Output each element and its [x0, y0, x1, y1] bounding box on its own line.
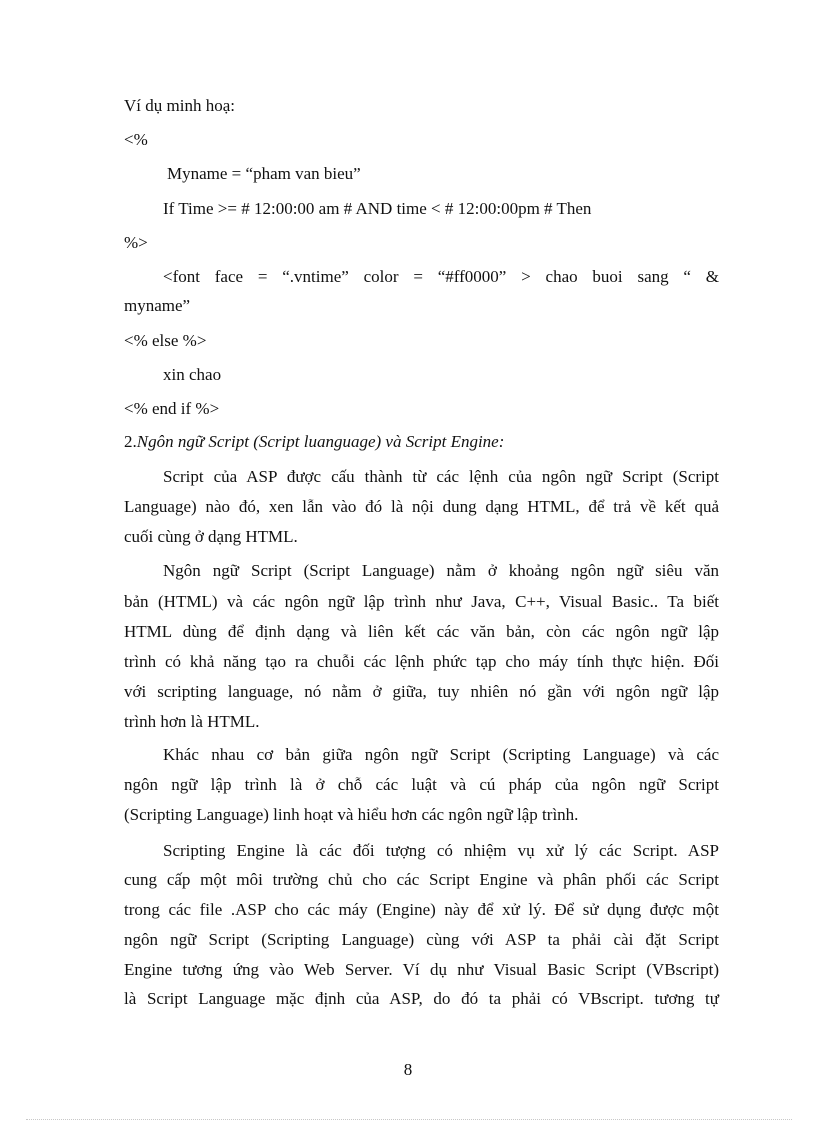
code-line: xin chao: [163, 365, 222, 384]
paragraph-line: bản (HTML) và các ngôn ngữ lập trình như Java, C++, Visual Basic.. Ta biết: [124, 592, 719, 611]
paragraph-line: với scripting language, nó nằm ở giữa, tuy nhiên nó gần với ngôn ngữ lập: [124, 682, 719, 701]
section-number: 2.: [124, 432, 137, 451]
paragraph-line: trình hơn là HTML.: [124, 712, 260, 731]
code-line: Myname = “pham van bieu”: [167, 164, 361, 183]
paragraph-line: (Scripting Language) linh hoạt và hiểu hơn các ngôn ngữ lập trình.: [124, 805, 579, 824]
page-bottom-divider: [26, 1119, 792, 1120]
paragraph-line: Ngôn ngữ Script (Script Language) nằm ở khoảng ngôn ngữ siêu văn: [163, 561, 719, 580]
paragraph-line: ngôn ngữ lập trình là ở chỗ các luật và cú pháp của ngôn ngữ Script: [124, 775, 719, 794]
section-heading: [124, 432, 504, 452]
paragraph-line: Khác nhau cơ bản giữa ngôn ngữ Script (Scripting Language) và các: [163, 745, 719, 764]
paragraph-line: HTML dùng để định dạng và liên kết các văn bản, còn các ngôn ngữ lập: [124, 622, 719, 641]
section-title: Ngôn ngữ Script (Script luanguage) và Script Engine:: [136, 432, 505, 451]
page-number: 8: [403, 1060, 413, 1079]
paragraph-line: trong các file .ASP cho các máy (Engine) này để xử lý. Để sử dụng được một: [124, 900, 719, 919]
paragraph-line: ngôn ngữ Script (Scripting Language) cùng với ASP ta phải cài đặt Script: [124, 930, 719, 949]
code-line: <% else %>: [124, 331, 207, 350]
paragraph-line: Script của ASP được cấu thành từ các lệnh của ngôn ngữ Script (Script: [163, 467, 719, 486]
code-line: myname”: [124, 296, 191, 315]
paragraph-line: Language) nào đó, xen lẫn vào đó là nội dung dạng HTML, để trả về kết quả: [124, 497, 719, 516]
paragraph-line: là Script Language mặc định của ASP, do đó ta phải có VBscript. tương tự: [124, 989, 719, 1008]
code-line: %>: [124, 233, 148, 252]
paragraph-line: trình có khả năng tạo ra chuỗi các lệnh phức tạp cho máy tính thực hiện. Đối: [124, 652, 719, 671]
paragraph-line: cung cấp một môi trường chủ cho các Script Engine và phân phối các Script: [124, 870, 719, 889]
code-line: <% end if %>: [124, 399, 220, 418]
paragraph-line: Scripting Engine là các đối tượng có nhiệm vụ xử lý các Script. ASP: [163, 841, 719, 860]
example-heading: Ví dụ minh hoạ:: [124, 96, 235, 115]
code-line: <%: [124, 130, 148, 149]
paragraph-line: Engine tương ứng vào Web Server. Ví dụ như Visual Basic Script (VBscript): [124, 960, 719, 979]
code-line: <font face = “.vntime” color = “#ff0000” > chao buoi sang “ &: [163, 267, 719, 286]
code-line: If Time >= # 12:00:00 am # AND time < # 12:00:00pm # Then: [163, 199, 592, 218]
paragraph-line: cuối cùng ở dạng HTML.: [124, 527, 298, 546]
